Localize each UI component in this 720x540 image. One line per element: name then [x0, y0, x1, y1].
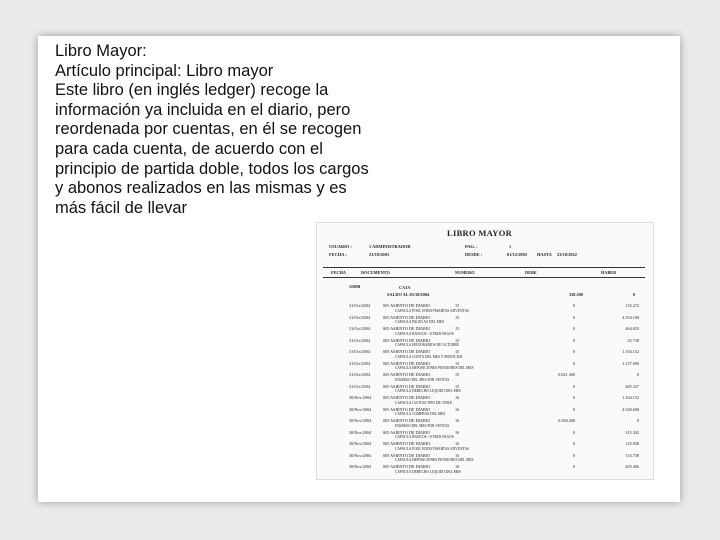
cell-description: CAPSULA IMPOSICIONES PENSIONES DEL MES [395, 366, 474, 370]
ledger-title: LIBRO MAYOR [447, 228, 513, 238]
ledger-row [317, 372, 653, 384]
cell-debe: 0 [572, 383, 575, 389]
desde-label: DESDE : [465, 252, 483, 257]
ledger-row [317, 338, 653, 350]
ledger-row [317, 315, 653, 327]
caja-label: CAJA [399, 285, 411, 290]
cell-debe: 6.560.200 [558, 418, 575, 423]
header-haber: HABER [601, 270, 617, 275]
cell-haber: 1.157.690 [622, 360, 639, 366]
cell-num: 15 [455, 326, 460, 331]
cell-fecha: 31/Oct/2004 [349, 314, 370, 320]
fecha-label: FECHA : [329, 252, 347, 257]
cell-debe: 0 [572, 303, 575, 308]
text-line: más fácil de llevar [55, 198, 188, 217]
pag-value: 1 [509, 244, 512, 249]
ledger-row [317, 303, 653, 315]
text-line: Libro Mayor: [55, 42, 147, 60]
cell-num: 16 [455, 464, 460, 469]
saldo-label: SALDO AL 03/10/2004 [387, 292, 430, 297]
cell-num: 16 [455, 429, 460, 435]
cell-fecha: 30/Nov/2004 [349, 452, 372, 458]
hasta-label: HASTA [537, 252, 552, 257]
cell-description: CAPSULA CONTA DEL MES Y SERVICIOS [395, 354, 463, 359]
cell-doc: 005 ASIENTO DE DIARIO [383, 395, 431, 400]
cell-doc: 005 ASIENTO DE DIARIO [383, 406, 431, 412]
cell-num: 16 [455, 395, 460, 400]
cell-debe: 0 [572, 429, 575, 435]
cell-fecha: 31/Oct/2004 [349, 303, 370, 308]
text-line: información ya incluida en el diario, pero [55, 100, 351, 119]
header-documento: DOCUMENTO [361, 270, 390, 275]
text-line: para cada cuenta, de acuerdo con el [55, 139, 323, 158]
body-text [55, 42, 405, 218]
cell-description: CAPSULA POOL ENDOVMARTAS ADVENTAS [395, 308, 470, 313]
cell-fecha: 31/Oct/2004 [349, 372, 370, 377]
cell-debe: 0 [572, 314, 575, 320]
header-numero: NUMERO [455, 270, 475, 275]
cell-debe: 0 [572, 395, 575, 400]
saldo-debe: 330.300 [569, 292, 583, 297]
ledger-row [317, 453, 653, 465]
cell-doc: 005 ASIENTO DE DIARIO [383, 360, 431, 366]
cell-haber: 0 [636, 418, 639, 423]
cell-description: CAPSULA IMPOSICIONES PENSIONES DEL MES [395, 458, 474, 462]
cell-haber: 4.554.100 [622, 314, 639, 320]
text-line: y abonos realizados en las mismas y es [55, 179, 347, 198]
ledger-row [317, 326, 653, 338]
cell-num: 16 [455, 452, 460, 458]
cell-doc: 005 ASIENTO DE DIARIO [383, 452, 431, 458]
cell-description: CAPSULA PAGIN AS DEL MES [395, 320, 445, 324]
cell-debe: 0 [572, 406, 575, 412]
cell-num: 15 [455, 372, 460, 377]
cell-fecha: 30/Nov/2004 [349, 429, 372, 435]
cell-doc: 005 ASIENTO DE DIARIO [383, 326, 431, 331]
cell-num: 15 [455, 314, 460, 320]
ledger-row [317, 441, 653, 453]
text-line: Este libro (en inglés ledger) recoge la [55, 81, 329, 100]
cell-haber: 315.343 [625, 429, 639, 435]
cell-fecha: 30/Nov/2004 [349, 441, 372, 446]
cell-doc: 005 ASIENTO DE DIARIO [383, 337, 431, 343]
cell-fecha: 31/Oct/2004 [349, 360, 370, 366]
cell-num: 15 [455, 337, 460, 343]
cell-description: CAPSULA BANCOS - OTROS PAGOS [395, 331, 454, 336]
cell-description: CAPSULA POOL ENDOVMARTAS ADVENTAS [395, 446, 470, 451]
cell-doc: 005 ASIENTO DE DIARIO [383, 303, 431, 308]
cell-doc: 005 ASIENTO DE DIARIO [383, 349, 431, 354]
cell-description: CAPSULA BANCOS - OTROS PAGOS [395, 435, 454, 439]
ledger-row [317, 349, 653, 361]
cell-fecha: 31/Oct/2004 [349, 326, 370, 331]
ledger-image [316, 222, 654, 480]
cell-haber: 1.104.152 [622, 349, 639, 354]
cell-debe: 0 [572, 326, 575, 331]
cell-debe: 0 [572, 360, 575, 366]
cell-description: CAPSULA DERECHO LIQUIDO DEL MES [395, 389, 461, 393]
cell-debe: 6.821.360 [558, 372, 575, 377]
ledger-row [317, 464, 653, 476]
cell-description: CAPSULA HONORARIOS DE OCTUBRE [395, 343, 459, 347]
ledger-row [317, 407, 653, 419]
cell-haber: 1.104.152 [622, 395, 639, 400]
cell-debe: 0 [572, 464, 575, 469]
header-fecha: FECHA [331, 270, 347, 275]
cell-doc: 005 ASIENTO DE DIARIO [383, 418, 431, 423]
cell-fecha: 31/Oct/2004 [349, 337, 370, 343]
cell-doc: 005 ASIENTO DE DIARIO [383, 372, 431, 377]
cell-haber: 25.738 [627, 337, 639, 343]
text-line: reordenada por cuentas, en él se recogen [55, 120, 362, 139]
ledger-row [317, 361, 653, 373]
cell-num: 15 [455, 360, 460, 366]
cell-doc: 005 ASIENTO DE DIARIO [383, 429, 431, 435]
hasta-value: 23/10/2022 [557, 252, 578, 257]
cell-doc: 005 ASIENTO DE DIARIO [383, 383, 431, 389]
cell-haber: 405.406 [625, 464, 639, 469]
cell-haber: 4.540.600 [622, 406, 639, 412]
cell-debe: 0 [572, 441, 575, 446]
slide [38, 36, 680, 502]
ledger-row [317, 395, 653, 407]
cell-doc: 005 ASIENTO DE DIARIO [383, 441, 431, 446]
cell-num: 16 [455, 406, 460, 412]
ledger-row [317, 418, 653, 430]
cell-haber: 125.038 [625, 441, 639, 446]
cell-num: 16 [455, 418, 460, 423]
cell-fecha: 30/Nov/2004 [349, 464, 372, 469]
cell-haber: 464.653 [625, 326, 639, 331]
cell-fecha: 30/Nov/2004 [349, 395, 372, 400]
usuario-label: USUARIO : [329, 244, 352, 249]
cell-description: CAPSULA DERECHO LIQUIDO DEL MES [395, 469, 461, 474]
cell-fecha: 30/Nov/2004 [349, 418, 372, 423]
cell-doc: 005 ASIENTO DE DIARIO [383, 314, 431, 320]
header-debe: DEBE [525, 270, 537, 275]
cell-haber: 485.327 [625, 383, 639, 389]
desde-value: 01/12/2003 [507, 252, 528, 257]
cell-num: 15 [455, 349, 460, 354]
cell-fecha: 31/Oct/2004 [349, 349, 370, 354]
cell-description: INGRESO DEL MES POR VENTAS [395, 423, 450, 428]
cell-haber: 135.272 [625, 303, 639, 308]
cell-description: CAPSULA COMPRAS DEL MES [395, 412, 446, 416]
cell-doc: 005 ASIENTO DE DIARIO [383, 464, 431, 469]
cell-fecha: 30/Nov/2004 [349, 406, 372, 412]
ledger-row [317, 430, 653, 442]
ledger-header-row [323, 267, 645, 278]
cell-debe: 0 [572, 349, 575, 354]
text-line: principio de partida doble, todos los cargos [55, 159, 369, 178]
cell-num: 15 [455, 303, 460, 308]
cell-haber: 0 [636, 372, 639, 377]
cell-num: 15 [455, 383, 460, 389]
fecha-value: 23/10/2003 [369, 252, 390, 257]
usuario-value: 1 ADMINISTRADOR [369, 244, 411, 249]
text-line: Artículo principal: Libro mayor [55, 61, 274, 80]
group-label: 1100B [349, 284, 361, 289]
cell-haber: 133.738 [625, 452, 639, 458]
cell-description: CAPSULA CUOTAS TIPO DE CHILE [395, 400, 453, 405]
ledger-row [317, 384, 653, 396]
cell-debe: 0 [572, 452, 575, 458]
cell-num: 16 [455, 441, 460, 446]
pag-label: PAG. : [465, 244, 478, 249]
cell-debe: 0 [572, 337, 575, 343]
cell-description: INGRESO DEL MES POR VENTAS [395, 377, 450, 382]
cell-fecha: 31/Oct/2004 [349, 383, 370, 389]
saldo-haber: 0 [633, 292, 636, 297]
